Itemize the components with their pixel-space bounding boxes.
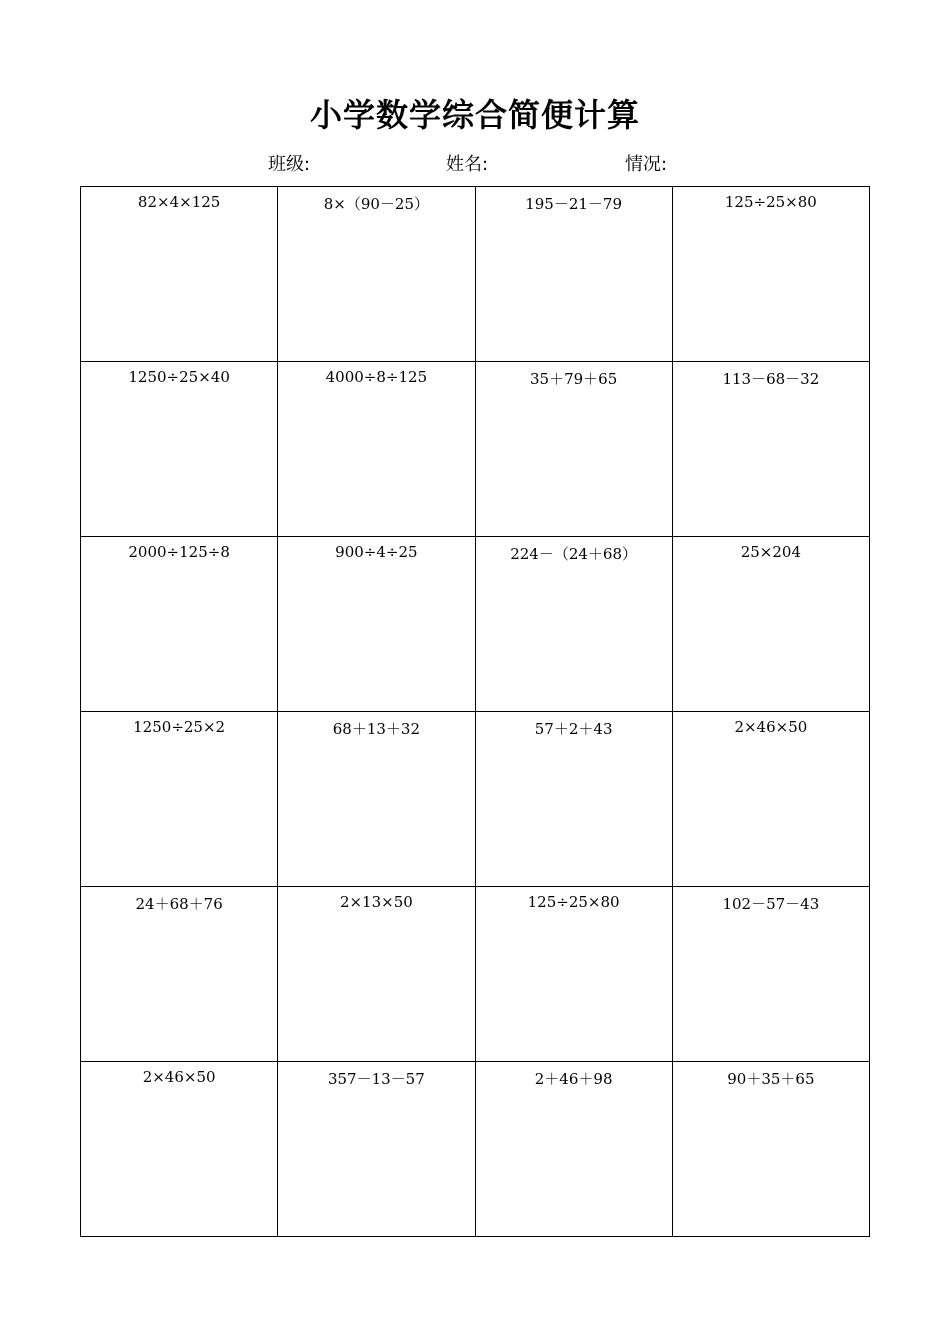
problem-cell: 113－68－32 [672, 362, 869, 537]
problem-cell: 125÷25×80 [475, 887, 672, 1062]
problem-cell: 2×13×50 [278, 887, 475, 1062]
problem-cell: 24＋68＋76 [81, 887, 278, 1062]
problem-cell: 57＋2＋43 [475, 712, 672, 887]
problem-cell: 195－21－79 [475, 187, 672, 362]
problem-cell: 8×（90－25） [278, 187, 475, 362]
problem-cell: 2＋46＋98 [475, 1062, 672, 1237]
problem-cell: 2000÷125÷8 [81, 537, 278, 712]
problem-cell: 1250÷25×40 [81, 362, 278, 537]
problem-row [81, 887, 870, 1062]
name-field-label: 姓名: [446, 154, 489, 175]
problem-cell: 102－57－43 [672, 887, 869, 1062]
problem-cell: 1250÷25×2 [81, 712, 278, 887]
problem-cell: 68＋13＋32 [278, 712, 475, 887]
problem-cell: 224－（24＋68） [475, 537, 672, 712]
problem-cell: 2×46×50 [81, 1062, 278, 1237]
problem-grid [80, 186, 870, 1237]
problem-cell: 35＋79＋65 [475, 362, 672, 537]
problem-cell: 90＋35＋65 [672, 1062, 869, 1237]
problem-cell: 357－13－57 [278, 1062, 475, 1237]
problem-cell: 900÷4÷25 [278, 537, 475, 712]
problem-cell: 25×204 [672, 537, 869, 712]
problem-cell: 4000÷8÷125 [278, 362, 475, 537]
problem-row [81, 187, 870, 362]
problem-cell: 2×46×50 [672, 712, 869, 887]
problem-cell: 125÷25×80 [672, 187, 869, 362]
problem-cell: 82×4×125 [81, 187, 278, 362]
problem-row [81, 1062, 870, 1237]
problem-row [81, 712, 870, 887]
problem-row [81, 362, 870, 537]
status-field-label: 情况: [625, 154, 668, 175]
class-field-label: 班级: [268, 154, 311, 175]
problem-row [81, 537, 870, 712]
worksheet-title: 小学数学综合简便计算 [309, 96, 640, 134]
